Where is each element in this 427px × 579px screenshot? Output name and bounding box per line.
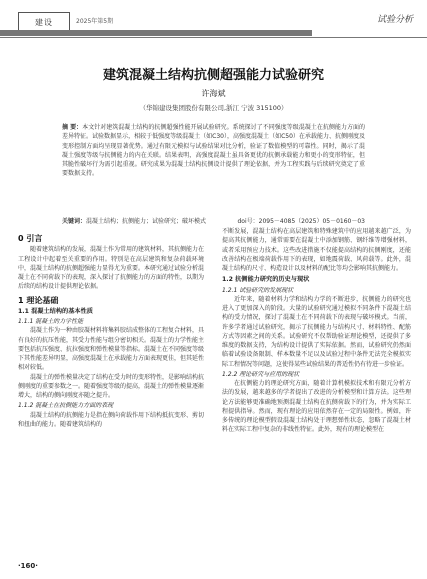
article-ids: doi号：2095－4085（2025）05－0160－03 xyxy=(237,218,365,225)
page-number: ·160· xyxy=(18,562,38,570)
paragraph: 混凝土的弹性模量决定了结构在受力时的变形特性，是影响结构抗侧刚度的重要参数之一。随着强度等级的提高，混凝土的弹性模量逐渐增大，结构的侧向刚度亦随之提升。 xyxy=(18,373,205,399)
keywords-text: 混凝土结构；抗侧能力；试验研究；破坏模式 xyxy=(86,218,207,225)
paragraph: 混凝土结构的抗侧能力是指在侧向荷载作用下结构抵抗变形、剪切和扭曲的能力。随着建筑结构的 xyxy=(18,411,205,428)
keywords-row xyxy=(62,216,365,225)
subsubsection-heading: 1.2.1 试验研究的发展现状 xyxy=(222,286,294,294)
author-affiliation: （华锦建设集团股份有限公司,浙江 宁波 315100） xyxy=(139,104,288,112)
left-column xyxy=(18,230,204,429)
keywords-label: 关键词： xyxy=(62,218,87,225)
column-tag: 试验分析 xyxy=(376,15,413,25)
subsection-heading: 1.1 混凝土结构的基本性质 xyxy=(18,307,93,315)
subsubsection-heading: 1.1.2 混凝土在抗侧能力方面的表现 xyxy=(18,402,114,410)
header-bar xyxy=(0,30,312,36)
journal-logo xyxy=(18,12,70,32)
paragraph: 在抗侧能力的理论研究方面，随着计算机模拟技术和有限元分析方法的发展，越来越多的学者提出了改进的分析模型和计算方法。这些理论方法能够更准确地预测混凝土结构在抗侧荷载下的行为，并为实际工程提供指导。然而，现有理论的应用依然存在一定的局限性。例如，许多传统的理论模型假设混凝土结构处于理想弹性状态，忽略了混凝土材料在实际工程中复杂的非线性特征。此外，现有的理论模型在 xyxy=(222,380,411,434)
section-heading: 0 引言 xyxy=(18,234,43,243)
paragraph: 随着建筑结构的发展，混凝土作为常用的建筑材料，其抗侧能力在工程设计中起着至关重要的作用。特别是在高层建筑和复杂荷载环境中，混凝土结构的抗侧超强能力显得尤为重要。本研究通过试验分析混凝土在不同荷载下的表现，深入探讨了抗侧能力的方面的特性，以期为后续的结构设计提供理论依据。 xyxy=(18,246,205,291)
issue-label: 2025年第5期 xyxy=(76,18,114,25)
page-header xyxy=(0,0,427,44)
right-column xyxy=(222,227,411,435)
abstract-label: 摘 要： xyxy=(62,124,83,131)
paragraph: 近年来，随着材料力学和结构力学的不断进步，抗侧能力的研究也进入了更加深入的阶段。大量的试验研究通过模拟不同条件下混凝土结构的受力情况，探讨了混凝土在不同荷载下的表现与破坏模式。当前，许多学者通过试验研究，揭示了抗侧能力与结构尺寸、材料特性、配筋方式等因素之间的关系。试验研究不仅帮助验证理论模型，还提供了多维度的数据支持，为结构设计提供了实际依据。然而，试验研究仍然面临着试验设备限制、样本数量不足以及试验过程中条件无法完全模拟实际工程情况等问题，这使得某些试验结果的普适性仍有待进一步验证。 xyxy=(222,295,411,368)
header-rule xyxy=(0,37,427,38)
subsubsection-heading: 1.1.1 混凝土的力学性能 xyxy=(18,318,84,325)
logo-text: 建设 xyxy=(35,17,53,27)
paragraph: 不断发展，混凝土结构在高层建筑和特殊建筑中的应用越来越广泛，为提高其抗侧能力，通常需要在混凝土中添加钢筋、钢纤维等增强材料，或者采用预应力技术。这些改进措施不仅能提高结构的抗侧刚度，还能改善结构在极端荷载作用下的表现，如地震荷载、风荷载等。此外，混凝土结构的尺寸、构造设计以及材料的配比等均会影响其抗侧能力。 xyxy=(222,228,411,272)
subsubsection-heading: 1.2.2 理论研究与应用的现状 xyxy=(222,370,300,378)
subsection-heading: 1.2 抗侧能力研究的历史与现状 xyxy=(222,276,310,284)
abstract-text: 本文针对建筑混凝土结构的抗侧超强性能开展试验研究。系统探讨了不同强度等级混凝土在抗侧能力方面的差异特征。试验数据显示，相较于低强度等级混凝土（如C30），高强度混凝土（如C50）在承载能力、抗侧刚度及变形控制方面均呈现显著优势。通过有限元模拟与试验结果对比分析，验证了数值模型的可靠性。同时，揭示了混凝土强度等级与抗侧能力的内在关联。结果表明，高强度混凝土虽具备更优的抗侧承载能力和更小的变形特征，但其脆性破坏行为需引起重视。研究成果为混凝土结构抗侧设计提供了理论依据，并为工程实践与后续研究奠定了重要数据支持。 xyxy=(62,124,365,178)
paragraph: 混凝土作为一种由胶凝材料将集料胶结成整体的工程复合材料，具有良好的抗压性能，其受力性能与组分密切相关。混凝土的力学性能主要包括抗压强度、抗拉强度和弹性模量等指标。混凝土在不同强度等级下其性能差异明显，高强度混凝土在承载能力方面表现更佳，但其延性相对较低。 xyxy=(18,327,205,372)
article-title: 建筑混凝土结构抗侧超强能力试验研究 xyxy=(102,68,324,83)
abstract xyxy=(62,123,365,179)
article-author: 许海斌 xyxy=(201,89,226,98)
section-heading: 1 理论基础 xyxy=(18,295,59,305)
